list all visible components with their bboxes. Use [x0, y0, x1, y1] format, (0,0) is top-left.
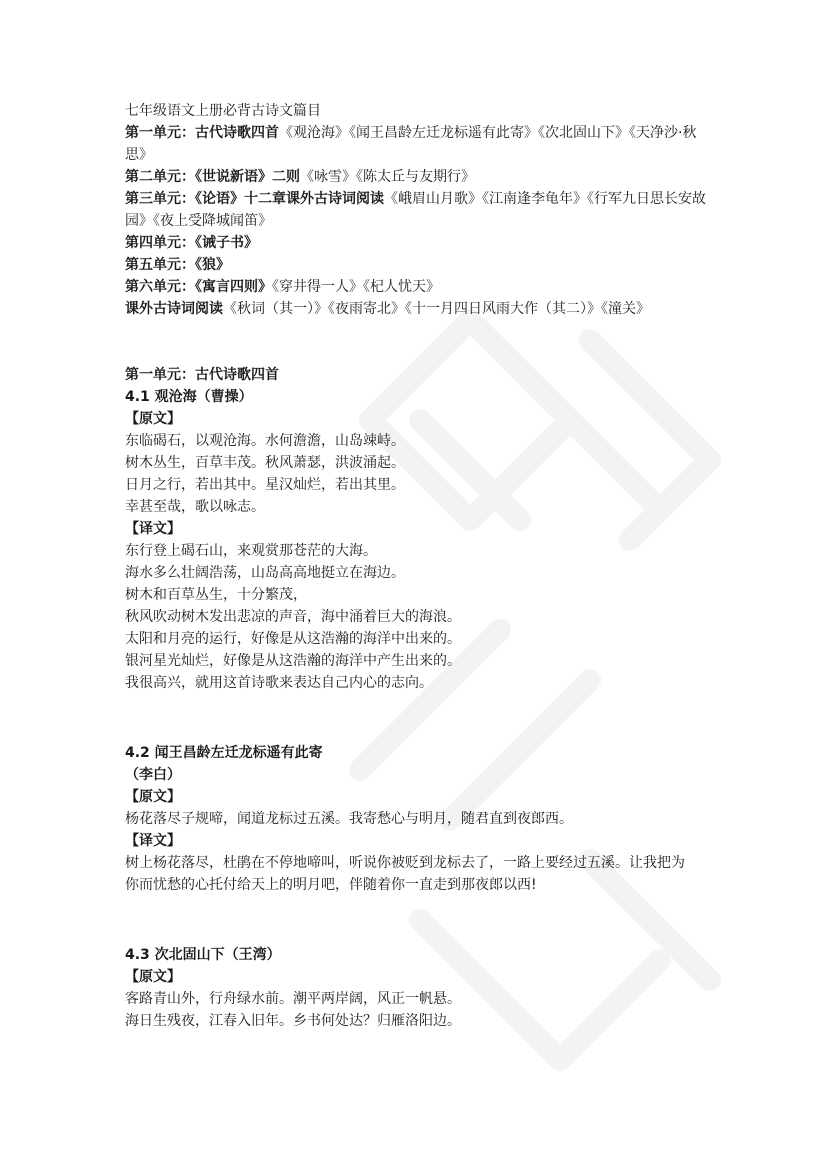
translation-line: 我很高兴，就用这首诗歌来表达自己内心的志向。 [125, 675, 433, 691]
poem-line: 日月之行，若出其中。星汉灿烂，若出其里。 [125, 477, 405, 493]
poem-section-1 [125, 386, 710, 694]
original-label: 【原文】 [125, 411, 181, 427]
poem-line: 幸甚至哉，歌以咏志。 [125, 499, 265, 515]
toc-item: 第一单元：古代诗歌四首《观沧海》《闻王昌龄左迁龙标遥有此寄》《次北固山下》《天净沙·秋思》 [125, 125, 697, 163]
translation-line: 东行登上碣石山，来观赏那苍茫的大海。 [125, 543, 377, 559]
toc-item: 第五单元：《狼》 [125, 257, 230, 273]
translation-line: 树木和百草丛生，十分繁茂， [125, 587, 307, 603]
poem-line: 客路青山外，行舟绿水前。潮平两岸阔，风正一帆悬。 [125, 991, 461, 1007]
poem-section-2 [125, 742, 710, 896]
original-label: 【原文】 [125, 789, 181, 805]
poem-line: 东临碣石，以观沧海。水何澹澹，山岛竦峙。 [125, 433, 405, 449]
toc-item: 第四单元：《诫子书》 [125, 235, 258, 251]
translation-line: 银河星光灿烂，好像是从这浩瀚的海洋中产生出来的。 [125, 653, 461, 669]
toc-item: 第二单元：《世说新语》二则《咏雪》《陈太丘与友期行》 [125, 169, 475, 185]
poem-line: 杨花落尽子规啼，闻道龙标过五溪。我寄愁心与明月，随君直到夜郎西。 [125, 811, 573, 827]
poem-heading: 4.3 次北固山下（王湾） [125, 947, 281, 963]
unit-heading: 第一单元：古代诗歌四首 [125, 367, 279, 383]
document-title: 七年级语文上册必背古诗文篇目 [125, 103, 321, 119]
poem-line: 海日生残夜，江春入旧年。乡书何处达？归雁洛阳边。 [125, 1013, 461, 1029]
poem-line: 树木丛生，百草丰茂。秋风萧瑟，洪波涌起。 [125, 455, 405, 471]
translation-line: 你而忧愁的心托付给天上的明月吧，伴随着你一直走到那夜郎以西! [125, 877, 537, 893]
toc-item: 第三单元：《论语》十二章课外古诗词阅读《峨眉山月歌》《江南逢李龟年》《行军九日思长安故园》《夜上受降城闻笛》 [125, 191, 706, 229]
translation-label: 【译文】 [125, 521, 181, 537]
toc-item: 第六单元：《寓言四则》《穿井得一人》《杞人忧天》 [125, 279, 440, 295]
translation-line: 海水多么壮阔浩荡，山岛高高地挺立在海边。 [125, 565, 405, 581]
toc-item: 课外古诗词阅读《秋词（其一）》《夜雨寄北》《十一月四日风雨大作（其二）》《潼关》 [125, 301, 650, 317]
translation-line: 太阳和月亮的运行，好像是从这浩瀚的海洋中出来的。 [125, 631, 461, 647]
poem-author: （李白） [125, 767, 181, 783]
translation-line: 树上杨花落尽，杜鹃在不停地啼叫，听说你被贬到龙标去了，一路上要经过五溪。让我把为 [125, 855, 685, 871]
original-label: 【原文】 [125, 969, 181, 985]
translation-line: 秋风吹动树木发出悲凉的声音，海中涌着巨大的海浪。 [125, 609, 461, 625]
poem-heading: 4.2 闻王昌龄左迁龙标遥有此寄 [125, 745, 323, 761]
poem-heading: 4.1 观沧海（曹操） [125, 389, 253, 405]
document-body [125, 100, 710, 1032]
toc [125, 122, 710, 320]
poem-section-3 [125, 944, 710, 1032]
translation-label: 【译文】 [125, 833, 181, 849]
